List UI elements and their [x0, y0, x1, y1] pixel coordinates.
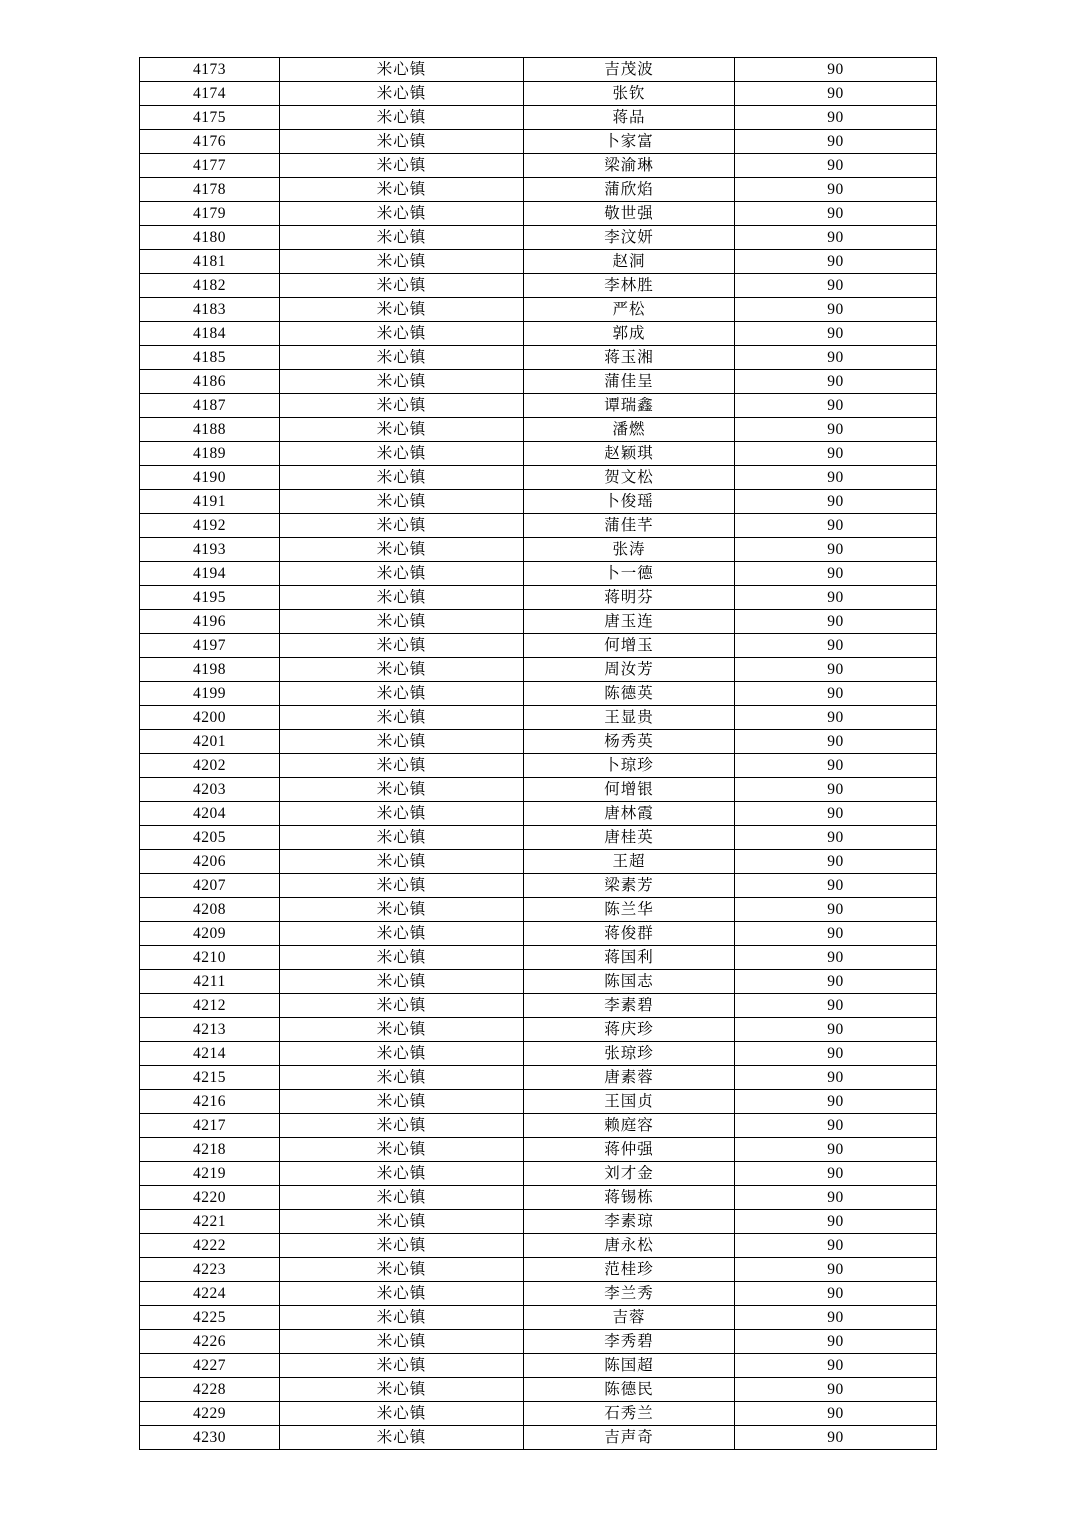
- cell-seq: 4198: [140, 658, 280, 682]
- table-row: [140, 754, 937, 778]
- cell-score: 90: [735, 394, 937, 418]
- cell-town: 米心镇: [280, 298, 524, 322]
- cell-seq: 4191: [140, 490, 280, 514]
- table-row: [140, 538, 937, 562]
- table-row: [140, 322, 937, 346]
- cell-seq: 4201: [140, 730, 280, 754]
- cell-name: 蒋锡栋: [524, 1186, 735, 1210]
- table-row: [140, 490, 937, 514]
- cell-town: 米心镇: [280, 1354, 524, 1378]
- table-row: [140, 58, 937, 82]
- cell-score: 90: [735, 274, 937, 298]
- cell-town: 米心镇: [280, 1090, 524, 1114]
- table-row: [140, 1354, 937, 1378]
- cell-seq: 4227: [140, 1354, 280, 1378]
- cell-seq: 4216: [140, 1090, 280, 1114]
- cell-name: 蒲欣焰: [524, 178, 735, 202]
- cell-score: 90: [735, 586, 937, 610]
- cell-seq: 4224: [140, 1282, 280, 1306]
- cell-seq: 4206: [140, 850, 280, 874]
- table-row: [140, 394, 937, 418]
- table-row: [140, 730, 937, 754]
- table-row: [140, 106, 937, 130]
- cell-score: 90: [735, 1306, 937, 1330]
- cell-name: 贺文松: [524, 466, 735, 490]
- cell-town: 米心镇: [280, 586, 524, 610]
- cell-score: 90: [735, 922, 937, 946]
- cell-score: 90: [735, 538, 937, 562]
- cell-name: 王显贵: [524, 706, 735, 730]
- cell-score: 90: [735, 994, 937, 1018]
- cell-name: 唐桂英: [524, 826, 735, 850]
- cell-score: 90: [735, 802, 937, 826]
- table-row: [140, 706, 937, 730]
- cell-score: 90: [735, 298, 937, 322]
- cell-name: 卜一德: [524, 562, 735, 586]
- cell-town: 米心镇: [280, 538, 524, 562]
- cell-town: 米心镇: [280, 898, 524, 922]
- cell-town: 米心镇: [280, 466, 524, 490]
- cell-seq: 4226: [140, 1330, 280, 1354]
- cell-score: 90: [735, 1162, 937, 1186]
- cell-score: 90: [735, 706, 937, 730]
- cell-name: 王国贞: [524, 1090, 735, 1114]
- cell-name: 潘燃: [524, 418, 735, 442]
- cell-seq: 4214: [140, 1042, 280, 1066]
- cell-score: 90: [735, 178, 937, 202]
- cell-town: 米心镇: [280, 850, 524, 874]
- cell-town: 米心镇: [280, 970, 524, 994]
- cell-name: 李素碧: [524, 994, 735, 1018]
- cell-name: 谭瑞鑫: [524, 394, 735, 418]
- cell-name: 范桂珍: [524, 1258, 735, 1282]
- cell-name: 赖庭容: [524, 1114, 735, 1138]
- cell-name: 梁素芳: [524, 874, 735, 898]
- table-row: [140, 82, 937, 106]
- cell-town: 米心镇: [280, 226, 524, 250]
- table-row: [140, 1306, 937, 1330]
- cell-seq: 4173: [140, 58, 280, 82]
- cell-name: 石秀兰: [524, 1402, 735, 1426]
- cell-score: 90: [735, 970, 937, 994]
- cell-seq: 4181: [140, 250, 280, 274]
- cell-name: 蒲佳呈: [524, 370, 735, 394]
- cell-seq: 4222: [140, 1234, 280, 1258]
- cell-score: 90: [735, 658, 937, 682]
- cell-score: 90: [735, 130, 937, 154]
- cell-name: 杨秀英: [524, 730, 735, 754]
- table-row: [140, 874, 937, 898]
- cell-name: 陈兰华: [524, 898, 735, 922]
- table-row: [140, 1162, 937, 1186]
- cell-seq: 4219: [140, 1162, 280, 1186]
- cell-town: 米心镇: [280, 442, 524, 466]
- cell-score: 90: [735, 1090, 937, 1114]
- cell-town: 米心镇: [280, 1258, 524, 1282]
- cell-name: 何增玉: [524, 634, 735, 658]
- cell-name: 张钦: [524, 82, 735, 106]
- table-row: [140, 514, 937, 538]
- cell-name: 严松: [524, 298, 735, 322]
- cell-seq: 4193: [140, 538, 280, 562]
- cell-score: 90: [735, 418, 937, 442]
- cell-score: 90: [735, 442, 937, 466]
- cell-seq: 4182: [140, 274, 280, 298]
- cell-score: 90: [735, 1042, 937, 1066]
- cell-score: 90: [735, 1426, 937, 1450]
- table-row: [140, 562, 937, 586]
- cell-seq: 4179: [140, 202, 280, 226]
- cell-name: 陈德英: [524, 682, 735, 706]
- cell-town: 米心镇: [280, 1138, 524, 1162]
- cell-score: 90: [735, 730, 937, 754]
- table-row: [140, 442, 937, 466]
- table-row: [140, 418, 937, 442]
- cell-town: 米心镇: [280, 370, 524, 394]
- table-row: [140, 898, 937, 922]
- cell-score: 90: [735, 226, 937, 250]
- cell-town: 米心镇: [280, 682, 524, 706]
- cell-name: 唐永松: [524, 1234, 735, 1258]
- cell-seq: 4189: [140, 442, 280, 466]
- cell-seq: 4187: [140, 394, 280, 418]
- cell-score: 90: [735, 682, 937, 706]
- table-row: [140, 1282, 937, 1306]
- cell-seq: 4211: [140, 970, 280, 994]
- cell-name: 蒋庆珍: [524, 1018, 735, 1042]
- cell-town: 米心镇: [280, 754, 524, 778]
- table-row: [140, 1066, 937, 1090]
- cell-score: 90: [735, 514, 937, 538]
- cell-name: 梁渝琳: [524, 154, 735, 178]
- cell-score: 90: [735, 1138, 937, 1162]
- cell-seq: 4208: [140, 898, 280, 922]
- cell-name: 张涛: [524, 538, 735, 562]
- cell-name: 唐林霞: [524, 802, 735, 826]
- cell-seq: 4225: [140, 1306, 280, 1330]
- cell-seq: 4190: [140, 466, 280, 490]
- cell-name: 唐素蓉: [524, 1066, 735, 1090]
- cell-score: 90: [735, 874, 937, 898]
- cell-score: 90: [735, 154, 937, 178]
- cell-score: 90: [735, 346, 937, 370]
- table-row: [140, 682, 937, 706]
- table-row: [140, 802, 937, 826]
- cell-seq: 4175: [140, 106, 280, 130]
- cell-score: 90: [735, 490, 937, 514]
- table-row: [140, 130, 937, 154]
- cell-town: 米心镇: [280, 922, 524, 946]
- cell-score: 90: [735, 370, 937, 394]
- cell-seq: 4218: [140, 1138, 280, 1162]
- table-row: [140, 1210, 937, 1234]
- cell-name: 敬世强: [524, 202, 735, 226]
- table-row: [140, 778, 937, 802]
- cell-score: 90: [735, 82, 937, 106]
- cell-name: 刘才金: [524, 1162, 735, 1186]
- cell-score: 90: [735, 898, 937, 922]
- table-row: [140, 1042, 937, 1066]
- cell-score: 90: [735, 826, 937, 850]
- cell-seq: 4178: [140, 178, 280, 202]
- cell-town: 米心镇: [280, 1330, 524, 1354]
- cell-seq: 4194: [140, 562, 280, 586]
- cell-name: 陈国志: [524, 970, 735, 994]
- cell-name: 蒋俊群: [524, 922, 735, 946]
- cell-seq: 4174: [140, 82, 280, 106]
- cell-seq: 4215: [140, 1066, 280, 1090]
- cell-seq: 4207: [140, 874, 280, 898]
- cell-seq: 4180: [140, 226, 280, 250]
- table-row: [140, 1234, 937, 1258]
- table-row: [140, 178, 937, 202]
- cell-town: 米心镇: [280, 1210, 524, 1234]
- cell-seq: 4212: [140, 994, 280, 1018]
- cell-name: 赵洞: [524, 250, 735, 274]
- table-row: [140, 970, 937, 994]
- cell-town: 米心镇: [280, 946, 524, 970]
- roster-table-body: [140, 58, 937, 1450]
- cell-seq: 4213: [140, 1018, 280, 1042]
- cell-town: 米心镇: [280, 706, 524, 730]
- cell-score: 90: [735, 322, 937, 346]
- cell-town: 米心镇: [280, 490, 524, 514]
- table-row: [140, 1378, 937, 1402]
- table-row: [140, 1018, 937, 1042]
- cell-town: 米心镇: [280, 1066, 524, 1090]
- cell-name: 蒋仲强: [524, 1138, 735, 1162]
- cell-name: 何增银: [524, 778, 735, 802]
- table-row: [140, 466, 937, 490]
- cell-score: 90: [735, 634, 937, 658]
- cell-score: 90: [735, 1354, 937, 1378]
- cell-town: 米心镇: [280, 178, 524, 202]
- table-row: [140, 946, 937, 970]
- cell-town: 米心镇: [280, 1018, 524, 1042]
- table-row: [140, 1090, 937, 1114]
- cell-town: 米心镇: [280, 130, 524, 154]
- cell-score: 90: [735, 850, 937, 874]
- cell-town: 米心镇: [280, 346, 524, 370]
- table-row: [140, 274, 937, 298]
- cell-town: 米心镇: [280, 250, 524, 274]
- cell-name: 卜琼珍: [524, 754, 735, 778]
- table-row: [140, 634, 937, 658]
- table-row: [140, 202, 937, 226]
- cell-seq: 4197: [140, 634, 280, 658]
- cell-town: 米心镇: [280, 514, 524, 538]
- cell-seq: 4202: [140, 754, 280, 778]
- cell-name: 蒋玉湘: [524, 346, 735, 370]
- cell-seq: 4204: [140, 802, 280, 826]
- cell-name: 吉蓉: [524, 1306, 735, 1330]
- cell-seq: 4195: [140, 586, 280, 610]
- cell-name: 卜俊瑶: [524, 490, 735, 514]
- cell-seq: 4203: [140, 778, 280, 802]
- cell-seq: 4192: [140, 514, 280, 538]
- cell-name: 陈德民: [524, 1378, 735, 1402]
- table-row: [140, 994, 937, 1018]
- cell-name: 蒲佳芊: [524, 514, 735, 538]
- cell-name: 张琼珍: [524, 1042, 735, 1066]
- cell-seq: 4209: [140, 922, 280, 946]
- cell-town: 米心镇: [280, 778, 524, 802]
- table-row: [140, 226, 937, 250]
- cell-town: 米心镇: [280, 1186, 524, 1210]
- cell-town: 米心镇: [280, 1378, 524, 1402]
- table-row: [140, 346, 937, 370]
- cell-score: 90: [735, 778, 937, 802]
- cell-town: 米心镇: [280, 1426, 524, 1450]
- cell-seq: 4210: [140, 946, 280, 970]
- table-row: [140, 298, 937, 322]
- cell-town: 米心镇: [280, 730, 524, 754]
- table-row: [140, 370, 937, 394]
- cell-seq: 4183: [140, 298, 280, 322]
- cell-town: 米心镇: [280, 154, 524, 178]
- cell-score: 90: [735, 202, 937, 226]
- cell-seq: 4185: [140, 346, 280, 370]
- cell-name: 唐玉连: [524, 610, 735, 634]
- cell-town: 米心镇: [280, 658, 524, 682]
- cell-score: 90: [735, 946, 937, 970]
- cell-name: 李素琼: [524, 1210, 735, 1234]
- table-row: [140, 1186, 937, 1210]
- cell-score: 90: [735, 754, 937, 778]
- table-row: [140, 1402, 937, 1426]
- cell-name: 吉声奇: [524, 1426, 735, 1450]
- cell-name: 陈国超: [524, 1354, 735, 1378]
- cell-seq: 4196: [140, 610, 280, 634]
- cell-town: 米心镇: [280, 1234, 524, 1258]
- cell-town: 米心镇: [280, 82, 524, 106]
- table-row: [140, 154, 937, 178]
- cell-town: 米心镇: [280, 274, 524, 298]
- cell-name: 蒋品: [524, 106, 735, 130]
- cell-name: 李兰秀: [524, 1282, 735, 1306]
- cell-town: 米心镇: [280, 994, 524, 1018]
- cell-town: 米心镇: [280, 1114, 524, 1138]
- cell-name: 蒋国利: [524, 946, 735, 970]
- cell-town: 米心镇: [280, 106, 524, 130]
- cell-name: 赵颖琪: [524, 442, 735, 466]
- table-row: [140, 1258, 937, 1282]
- cell-name: 李林胜: [524, 274, 735, 298]
- cell-score: 90: [735, 1018, 937, 1042]
- cell-name: 李汶妍: [524, 226, 735, 250]
- table-row: [140, 1138, 937, 1162]
- cell-seq: 4186: [140, 370, 280, 394]
- cell-town: 米心镇: [280, 1306, 524, 1330]
- cell-score: 90: [735, 250, 937, 274]
- cell-score: 90: [735, 1066, 937, 1090]
- cell-seq: 4221: [140, 1210, 280, 1234]
- cell-town: 米心镇: [280, 1042, 524, 1066]
- table-row: [140, 922, 937, 946]
- cell-score: 90: [735, 562, 937, 586]
- cell-town: 米心镇: [280, 634, 524, 658]
- cell-score: 90: [735, 106, 937, 130]
- roster-table: [139, 57, 937, 1450]
- cell-town: 米心镇: [280, 418, 524, 442]
- cell-score: 90: [735, 610, 937, 634]
- cell-name: 郭成: [524, 322, 735, 346]
- cell-score: 90: [735, 1402, 937, 1426]
- cell-seq: 4188: [140, 418, 280, 442]
- cell-seq: 4229: [140, 1402, 280, 1426]
- cell-seq: 4220: [140, 1186, 280, 1210]
- cell-town: 米心镇: [280, 58, 524, 82]
- cell-town: 米心镇: [280, 394, 524, 418]
- cell-name: 蒋明芬: [524, 586, 735, 610]
- cell-score: 90: [735, 1114, 937, 1138]
- cell-name: 王超: [524, 850, 735, 874]
- cell-score: 90: [735, 1210, 937, 1234]
- table-row: [140, 658, 937, 682]
- cell-name: 李秀碧: [524, 1330, 735, 1354]
- cell-score: 90: [735, 1234, 937, 1258]
- cell-town: 米心镇: [280, 826, 524, 850]
- cell-score: 90: [735, 1282, 937, 1306]
- cell-town: 米心镇: [280, 1402, 524, 1426]
- cell-town: 米心镇: [280, 202, 524, 226]
- cell-seq: 4184: [140, 322, 280, 346]
- cell-town: 米心镇: [280, 802, 524, 826]
- table-row: [140, 610, 937, 634]
- cell-score: 90: [735, 1330, 937, 1354]
- table-row: [140, 586, 937, 610]
- cell-name: 周汝芳: [524, 658, 735, 682]
- cell-score: 90: [735, 1378, 937, 1402]
- cell-town: 米心镇: [280, 874, 524, 898]
- cell-seq: 4199: [140, 682, 280, 706]
- cell-seq: 4177: [140, 154, 280, 178]
- cell-name: 吉茂波: [524, 58, 735, 82]
- cell-town: 米心镇: [280, 1282, 524, 1306]
- table-row: [140, 826, 937, 850]
- cell-score: 90: [735, 1258, 937, 1282]
- cell-score: 90: [735, 1186, 937, 1210]
- cell-town: 米心镇: [280, 1162, 524, 1186]
- table-row: [140, 1330, 937, 1354]
- table-row: [140, 1114, 937, 1138]
- cell-name: 卜家富: [524, 130, 735, 154]
- cell-seq: 4230: [140, 1426, 280, 1450]
- table-row: [140, 1426, 937, 1450]
- cell-town: 米心镇: [280, 610, 524, 634]
- cell-seq: 4228: [140, 1378, 280, 1402]
- cell-seq: 4176: [140, 130, 280, 154]
- cell-town: 米心镇: [280, 322, 524, 346]
- table-row: [140, 250, 937, 274]
- cell-seq: 4205: [140, 826, 280, 850]
- cell-town: 米心镇: [280, 562, 524, 586]
- cell-score: 90: [735, 58, 937, 82]
- cell-seq: 4217: [140, 1114, 280, 1138]
- cell-seq: 4223: [140, 1258, 280, 1282]
- table-row: [140, 850, 937, 874]
- cell-seq: 4200: [140, 706, 280, 730]
- cell-score: 90: [735, 466, 937, 490]
